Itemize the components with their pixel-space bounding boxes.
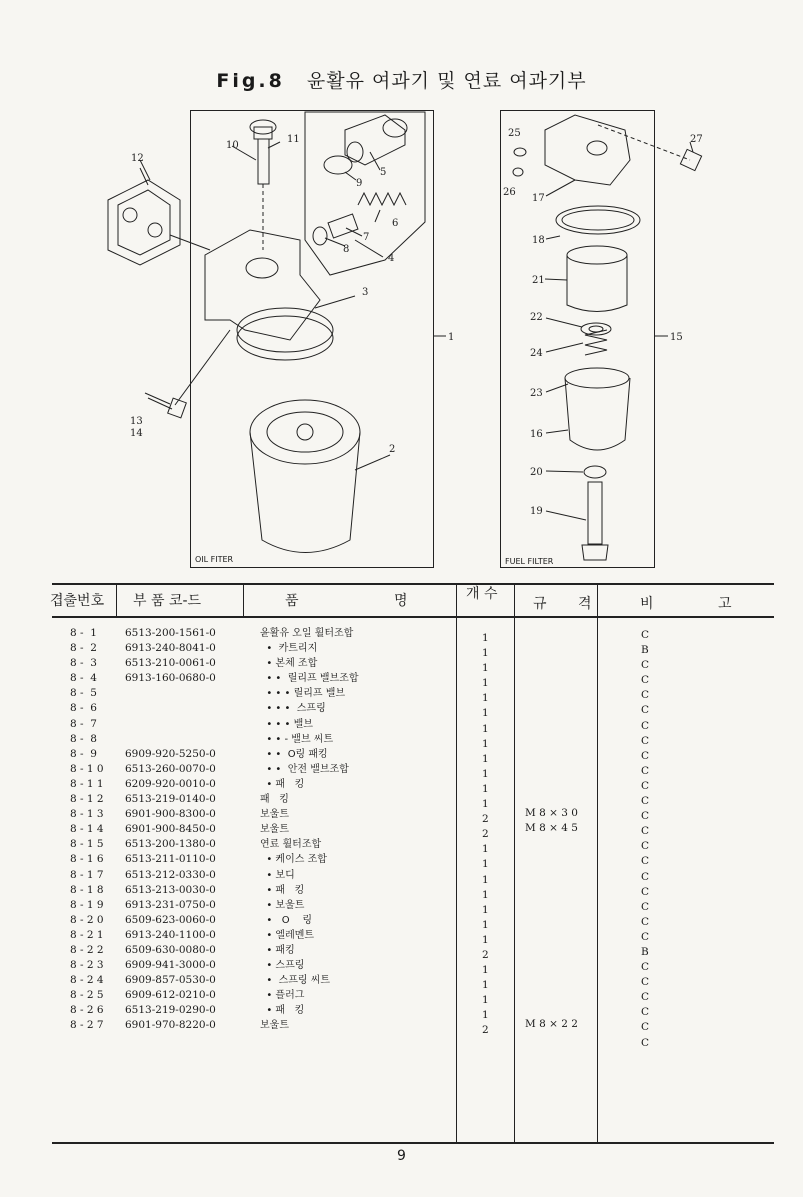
part-code [125, 701, 243, 716]
table-row: 8 - 9 [70, 747, 97, 760]
header-name-b: 명 [394, 593, 408, 609]
part-name: • 패 킹 [260, 1005, 305, 1017]
part-name: • • - 밸브 씨트 [260, 733, 334, 745]
quantity: 1 [482, 994, 489, 1007]
page-number: 9 [397, 1148, 406, 1164]
part-code: 6513-200-1561-0 [125, 627, 216, 639]
header-spec-a: 규 [533, 596, 547, 612]
remark: C [641, 1021, 650, 1034]
quantity: 1 [482, 918, 489, 931]
table-row: 8 - 1 2 [70, 793, 104, 806]
part-code [125, 717, 243, 732]
callout-11: 11 [287, 134, 300, 145]
quantity: 1 [482, 979, 489, 992]
spec [525, 972, 595, 987]
table-row: 8 - 1 6 [70, 853, 104, 866]
table-row: 8 - 1 9 [70, 898, 104, 911]
quantity: 1 [482, 632, 489, 644]
quantity: 1 [482, 722, 489, 735]
remark: C [641, 885, 650, 898]
part-code: 6513-219-0290-0 [125, 1004, 216, 1017]
fuel-case-drawing [565, 378, 630, 450]
header-spec-b: 격 [578, 596, 592, 612]
table-row: 8 - 5 [70, 687, 97, 700]
callout-27: 27 [690, 134, 703, 145]
relief-valve-inset-box [305, 112, 425, 275]
spec [525, 791, 595, 806]
remark: C [641, 764, 650, 777]
quantity: 1 [482, 1009, 489, 1022]
remark: C [641, 689, 650, 702]
part-code: 6913-240-1100-0 [125, 928, 216, 941]
quantity: 1 [482, 798, 489, 811]
remark: C [641, 961, 650, 974]
remark: C [641, 629, 650, 641]
part-name: 보울트 [260, 1020, 289, 1032]
quantity: 2 [482, 948, 489, 961]
column-remarks [641, 628, 661, 1051]
spec [525, 897, 595, 912]
part-code: 6909-920-5250-0 [125, 747, 216, 760]
callout-15: 15 [670, 332, 683, 343]
remark: C [641, 779, 650, 792]
quantity: 2 [482, 1024, 489, 1037]
table-row: 8 - 1 8 [70, 883, 104, 896]
table-row: 8 - 2 3 [70, 959, 104, 972]
callout-26: 26 [503, 187, 516, 198]
callout-24: 24 [530, 348, 543, 359]
part-name: • • O링 패킹 [260, 748, 328, 760]
header-quantity: 개 수 [466, 586, 498, 602]
callout-2: 2 [389, 444, 396, 455]
header-name-a: 품 [285, 593, 299, 609]
table-row: 8 - 1 5 [70, 838, 104, 851]
part-code: 6509-623-0060-0 [125, 913, 216, 926]
part-name: • 패킹 [260, 944, 295, 956]
part-code: 6513-200-1380-0 [125, 838, 216, 851]
part-name: 윤활유 오일 휠터조합 [260, 628, 354, 639]
spec [525, 1002, 595, 1017]
callout-25: 25 [508, 128, 521, 139]
o-ring-drawing [324, 156, 352, 174]
remark: C [641, 1006, 650, 1019]
part-name: • 스프링 [260, 960, 305, 972]
callout-8: 8 [343, 244, 350, 255]
table-row: 8 - 1 7 [70, 868, 104, 881]
part-code: 6901-970-8220-0 [125, 1019, 216, 1032]
callout-3: 3 [362, 287, 369, 298]
remark: C [641, 825, 650, 838]
quantity: 2 [482, 828, 489, 841]
part-name: • • • 밸브 [260, 718, 313, 730]
part-name: • • 릴리프 밸브조합 [260, 673, 359, 685]
header-number: 겹출번호 [50, 593, 105, 609]
part-name: 패 킹 [260, 794, 289, 806]
table-row: 8 - 1 3 [70, 808, 104, 821]
spec [525, 836, 595, 851]
quantity: 1 [482, 888, 489, 901]
part-code: 6513-211-0110-0 [125, 853, 216, 866]
part-code: 6513-213-0030-0 [125, 883, 216, 896]
quantity: 1 [482, 737, 489, 750]
remark: C [641, 674, 650, 687]
part-code: 6209-920-0010-0 [125, 777, 216, 790]
spec [525, 746, 595, 761]
part-name: • 플러그 [260, 990, 305, 1002]
header-remarks-b: 고 [718, 596, 732, 612]
part-name: • 패 킹 [260, 778, 305, 790]
part-code: 6513-212-0330-0 [125, 868, 216, 881]
quantity: 1 [482, 858, 489, 871]
part-code: 6513-260-0070-0 [125, 762, 216, 775]
spec: M 8 × 4 5 [525, 822, 578, 835]
table-row: 8 - 2 2 [70, 943, 104, 956]
spec [525, 685, 595, 700]
spec [525, 987, 595, 1002]
table-row: 8 - 3 [70, 657, 97, 670]
part-code: 6901-900-8450-0 [125, 823, 216, 836]
part-name: • • • 릴리프 밸브 [260, 688, 346, 700]
oil-filter-label: OIL FITER [195, 555, 234, 564]
spec [525, 640, 595, 655]
quantity: 1 [482, 767, 489, 780]
remark: C [641, 930, 650, 943]
quantity: 1 [482, 782, 489, 795]
part-name: • 보디 [260, 869, 295, 881]
part-name: • 패 킹 [260, 884, 305, 896]
table-row: 8 - 2 0 [70, 913, 104, 926]
part-code: 6909-857-0530-0 [125, 974, 216, 987]
part-name: 보울트 [260, 824, 289, 836]
callout-10: 10 [226, 140, 239, 151]
spec [525, 700, 595, 715]
table-row: 8 - 4 [70, 672, 97, 685]
remark: C [641, 991, 650, 1004]
callout-22: 22 [530, 312, 543, 323]
quantity: 1 [482, 647, 489, 660]
callout-4: 4 [388, 253, 395, 264]
column-part-names [260, 626, 455, 1034]
table-row: 8 - 1 0 [70, 762, 104, 775]
spec [525, 731, 595, 746]
spec [525, 851, 595, 866]
spec [525, 957, 595, 972]
remark: C [641, 659, 650, 672]
remark: C [641, 915, 650, 928]
column-numbers [70, 626, 116, 1034]
remark: C [641, 1036, 650, 1049]
table-row: 8 - 2 5 [70, 989, 104, 1002]
part-code: 6901-900-8300-0 [125, 808, 216, 821]
column-part-codes [125, 626, 243, 1034]
callout-16: 16 [530, 429, 543, 440]
header-part-code: 부 품 코-드 [133, 593, 202, 609]
callout-1: 1 [448, 332, 455, 343]
quantity: 1 [482, 964, 489, 977]
filter-head-drawing [205, 230, 320, 340]
callout-12: 12 [131, 153, 144, 164]
part-code: 6909-612-0210-0 [125, 989, 216, 1002]
callout-6: 6 [392, 218, 399, 229]
table-row: 8 - 2 4 [70, 974, 104, 987]
spec [525, 927, 595, 942]
remark: C [641, 795, 650, 808]
part-name: • 엘레멘트 [260, 929, 315, 941]
spec [525, 912, 595, 927]
quantity: 1 [482, 692, 489, 705]
remark: C [641, 749, 650, 762]
callout-labels [130, 128, 703, 517]
remark: C [641, 810, 650, 823]
remark: C [641, 976, 650, 989]
quantity: 1 [482, 933, 489, 946]
part-name: • • 안전 밸브조합 [260, 763, 349, 775]
table-row: 8 - 8 [70, 732, 97, 745]
part-name: • • • 스프링 [260, 703, 326, 715]
table-row: 8 - 2 6 [70, 1004, 104, 1017]
callout-20: 20 [530, 467, 543, 478]
part-name: 보울트 [260, 809, 289, 821]
callout-9: 9 [356, 178, 363, 189]
remark: C [641, 734, 650, 747]
spec [525, 761, 595, 776]
callout-5: 5 [380, 167, 387, 178]
part-code: 6913-160-0680-0 [125, 672, 216, 685]
quantity: 1 [482, 903, 489, 916]
remark: C [641, 900, 650, 913]
part-name: • 보울트 [260, 899, 305, 911]
quantity: 1 [482, 843, 489, 856]
header-remarks-a: 비 [640, 596, 654, 612]
part-name: • 스프링 씨트 [260, 975, 331, 987]
spec [525, 776, 595, 791]
part-name: • 카트리지 [260, 643, 318, 655]
remark: C [641, 704, 650, 717]
callout-14: 14 [130, 428, 143, 439]
spec [525, 655, 595, 670]
quantity: 1 [482, 752, 489, 765]
callout-17: 17 [532, 193, 545, 204]
part-code: 6913-240-8041-0 [125, 642, 216, 655]
figure-title: 윤활유 여과기 및 연료 여과기부 [306, 70, 587, 92]
spec [525, 942, 595, 957]
quantity: 1 [482, 707, 489, 720]
spec [525, 625, 595, 640]
callout-13: 13 [130, 416, 143, 427]
callout-7: 7 [363, 232, 370, 243]
part-name: 연료 휠터조합 [260, 839, 322, 851]
remark: C [641, 870, 650, 883]
spec [525, 716, 595, 731]
table-row: 8 - 6 [70, 702, 97, 715]
callout-18: 18 [532, 235, 545, 246]
quantity: 1 [482, 662, 489, 675]
quantity: 1 [482, 873, 489, 886]
quantity: 2 [482, 813, 489, 826]
spec [525, 882, 595, 897]
part-code: 6909-941-3000-0 [125, 959, 216, 972]
part-code: 6913-231-0750-0 [125, 898, 216, 911]
column-quantities [482, 631, 502, 1039]
gasket-drawing [108, 180, 180, 265]
remark: C [641, 840, 650, 853]
callout-23: 23 [530, 388, 543, 399]
part-code [125, 732, 243, 747]
figure-number: Fig.8 [216, 70, 285, 92]
remark: B [641, 644, 649, 657]
column-specs [525, 625, 595, 1033]
callout-21: 21 [532, 275, 545, 286]
spec: M 8 × 3 0 [525, 807, 578, 820]
spec: M 8 × 2 2 [525, 1018, 578, 1031]
fuel-filter-label: FUEL FILTER [505, 557, 554, 566]
table-row: 8 - 2 7 [70, 1019, 104, 1032]
part-name: • 본체 조합 [260, 658, 318, 670]
part-code: 6513-210-0061-0 [125, 657, 216, 670]
spec [525, 670, 595, 685]
remark: C [641, 719, 650, 732]
part-name: • 케이스 조합 [260, 854, 327, 866]
table-row: 8 - 2 [70, 642, 97, 655]
part-code: 6509-630-0080-0 [125, 943, 216, 956]
table-row: 8 - 2 1 [70, 928, 104, 941]
callout-19: 19 [530, 506, 543, 517]
part-code [125, 686, 243, 701]
part-code: 6513-219-0140-0 [125, 793, 216, 806]
table-row: 8 - 1 1 [70, 777, 104, 790]
part-name: • O 링 [260, 914, 313, 926]
remark: B [641, 945, 649, 958]
quantity: 1 [482, 677, 489, 690]
table-row: 8 - 1 [70, 627, 97, 639]
spec [525, 867, 595, 882]
table-row: 8 - 7 [70, 717, 97, 730]
table-row: 8 - 1 4 [70, 823, 104, 836]
remark: C [641, 855, 650, 868]
